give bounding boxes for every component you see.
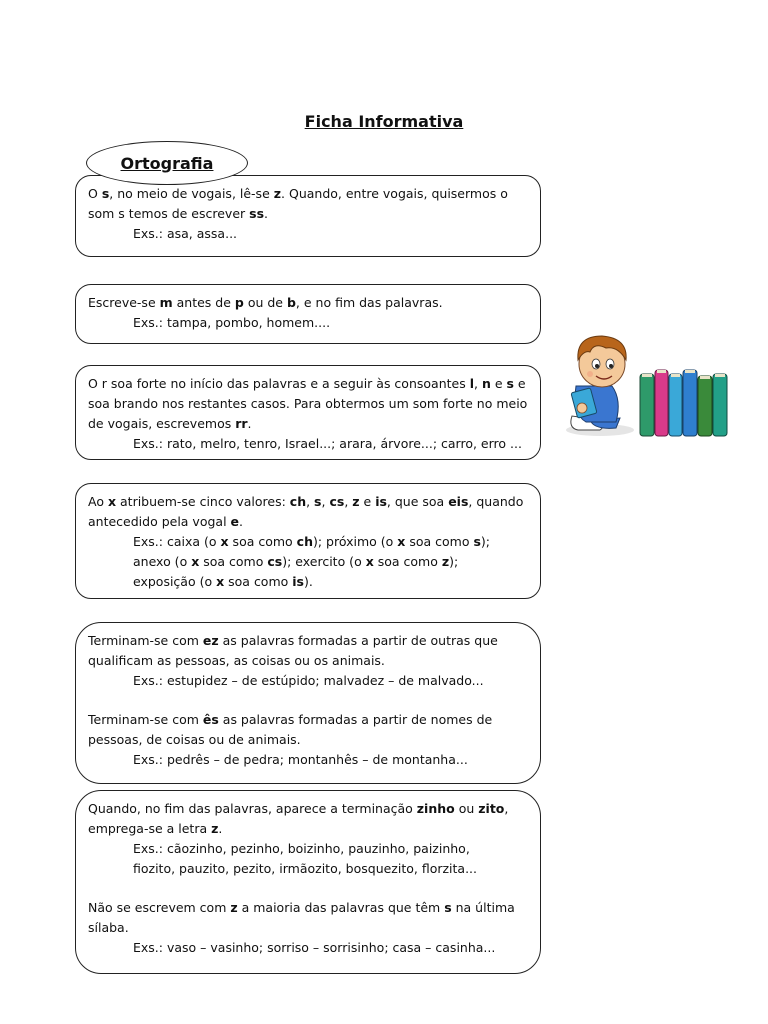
rule-text: O r soa forte no início das palavras e a seguir às consoantes l, n e s e soa brando nos restantes casos. Para obtermos um som forte no meio de vogais, escrevemos rr. — [88, 376, 528, 431]
boy-reading-books-icon — [560, 330, 750, 440]
rule-box-r-rr — [75, 365, 541, 460]
rule-examples: Exs.: estupidez – de estúpido; malvadez – de malvado... — [133, 673, 484, 688]
boy-icon — [566, 336, 634, 436]
rule-box-ez-es — [75, 622, 541, 784]
rule-box-s-ss — [75, 175, 541, 257]
rule-examples: Exs.: asa, assa... — [133, 226, 238, 241]
rule-examples: fiozito, pauzito, pezito, irmãozito, bosquezito, florzita... — [133, 861, 478, 876]
page-title: Ficha Informativa — [304, 112, 464, 131]
rule-box-x-values — [75, 483, 541, 599]
rule-examples: Exs.: tampa, pombo, homem.... — [133, 315, 331, 330]
rule-text: Não se escrevem com z a maioria das palavras que têm s na última sílaba. — [88, 900, 515, 935]
books-icon — [640, 370, 727, 436]
rule-examples: Exs.: cãozinho, pezinho, boizinho, pauzinho, paizinho, — [133, 841, 470, 856]
rule-box-zinho-zito — [75, 790, 541, 974]
rule-examples: anexo (o x soa como cs); exercito (o x soa como z); — [133, 554, 459, 569]
rule-examples: Exs.: pedrês – de pedra; montanhês – de montanha... — [133, 752, 468, 767]
rule-examples: Exs.: caixa (o x soa como ch); próximo (o x soa como s); — [133, 534, 490, 549]
section-title-oval — [86, 141, 248, 185]
rule-examples: Exs.: rato, melro, tenro, Israel...; arara, árvore...; carro, erro ... — [133, 436, 522, 451]
rule-text: O s, no meio de vogais, lê-se z. Quando, entre vogais, quisermos o som s temos de escrever ss. — [88, 186, 508, 221]
rule-text: Terminam-se com ês as palavras formadas a partir de nomes de pessoas, de coisas ou de animais. — [88, 712, 493, 747]
rule-text: Quando, no fim das palavras, aparece a terminação zinho ou zito, emprega-se a letra z. — [88, 801, 509, 836]
rule-text: Escreve-se m antes de p ou de b, e no fim das palavras. — [88, 295, 443, 310]
rule-examples: Exs.: vaso – vasinho; sorriso – sorrisinho; casa – casinha... — [133, 940, 496, 955]
section-title: Ortografia — [120, 153, 214, 173]
rule-examples: exposição (o x soa como is). — [133, 574, 313, 589]
rule-text: Ao x atribuem-se cinco valores: ch, s, cs, z e is, que soa eis, quando antecedido pela vogal e. — [88, 494, 524, 529]
rule-box-m-p-b — [75, 284, 541, 344]
rule-text: Terminam-se com ez as palavras formadas a partir de outras que qualificam as pessoas, as coisas ou os animais. — [88, 633, 498, 668]
